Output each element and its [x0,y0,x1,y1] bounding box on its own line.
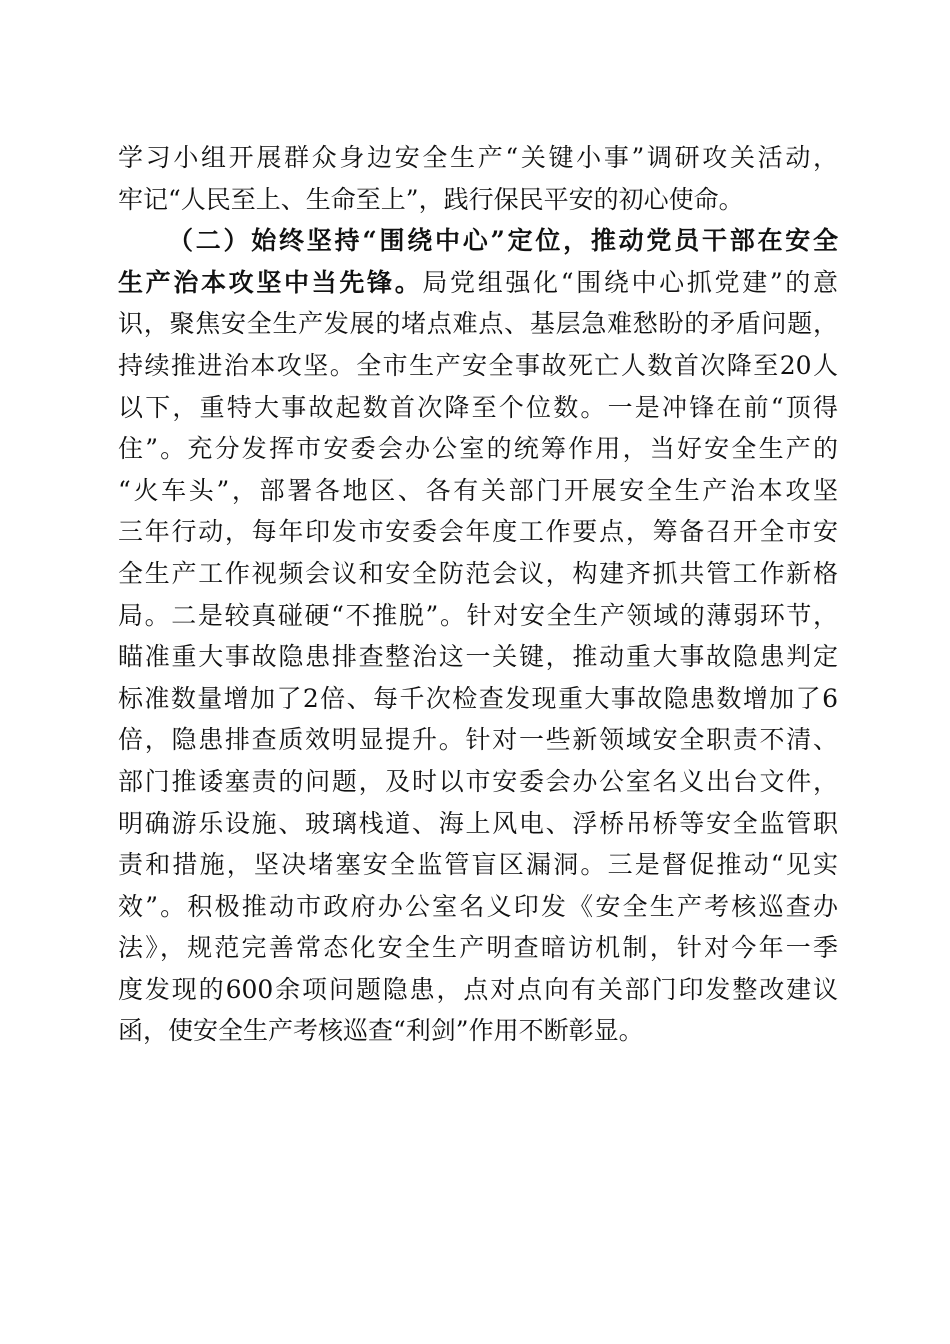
body-text [118,137,838,1052]
text-line: 住”。充分发挥市安委会办公室的统筹作用，当好安全生产的 [118,434,838,464]
text-line: 标准数量增加了2倍、每千次检查发现重大事故隐患数增加了6 [118,683,838,713]
text-line: 局。二是较真碰硬“不推脱”。针对安全生产领域的薄弱环节， [118,600,838,630]
text-line: 三年行动，每年印发市安委会年度工作要点，筹备召开全市安 [118,517,838,547]
text-line: 牢记“人民至上、生命至上”，践行保民平安的初心使命。 [118,184,744,214]
text-line: 瞄准重大事故隐患排查整治这一关键，推动重大事故隐患判定 [118,642,838,672]
text-line: 法》，规范完善常态化安全生产明查暗访机制，针对今年一季 [118,933,838,963]
text-line: 责和措施，坚决堵塞安全监管盲区漏洞。三是督促推动“见实 [118,850,838,880]
text-line: 倍，隐患排查质效明显提升。针对一些新领域安全职责不清、 [118,725,838,755]
section-heading: （二）始终坚持“围绕中心”定位，推动党员干部在安全 [168,226,838,256]
text-line: “火车头”，部署各地区、各有关部门开展安全生产治本攻坚 [118,475,838,505]
text-line: 全生产工作视频会议和安全防范会议，构建齐抓共管工作新格 [118,558,838,588]
text-line: 度发现的600余项问题隐患，点对点向有关部门印发整改建议 [118,974,838,1004]
section-heading-line [118,220,838,262]
section-heading-continued: 生产治本攻坚中当先锋。 [118,267,423,297]
text-line: 效”。积极推动市政府办公室名义印发《安全生产考核巡查办 [118,891,838,921]
text-line: 部门推诿塞责的问题，及时以市安委会办公室名义出台文件， [118,766,838,796]
text-line: 函，使安全生产考核巡查“利剑”作用不断彰显。 [118,1016,644,1046]
text-line: 持续推进治本攻坚。全市生产安全事故死亡人数首次降至20人 [118,350,838,380]
text-line: 识，聚焦安全生产发展的堵点难点、基层急难愁盼的矛盾问题， [118,309,838,339]
text-line: 明确游乐设施、玻璃栈道、海上风电、浮桥吊桥等安全监管职 [118,808,838,838]
text-line: 学习小组开展群众身边安全生产“关键小事”调研攻关活动， [118,143,838,172]
text-line: 生产治本攻坚中当先锋。局党组强化“围绕中心抓党建”的意 [118,267,838,297]
text-line: 以下，重特大事故起数首次降至个位数。一是冲锋在前“顶得 [118,392,838,422]
